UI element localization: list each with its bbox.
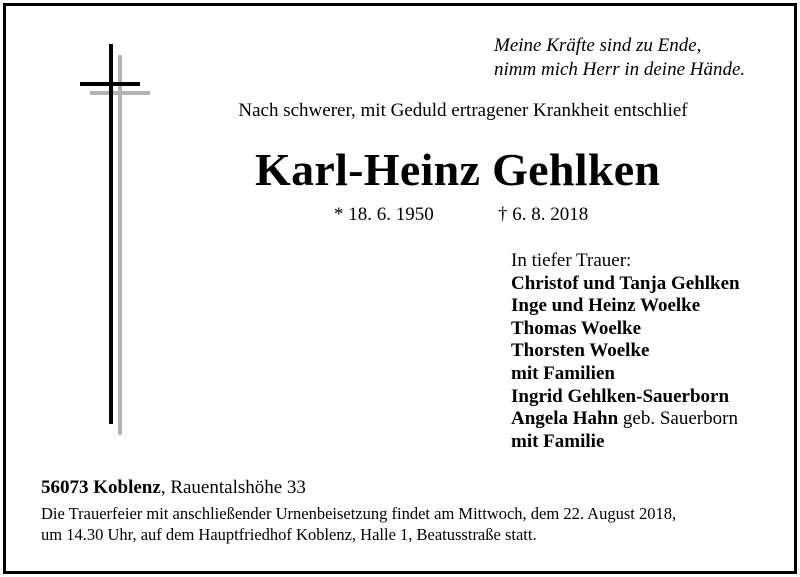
mourner-line xyxy=(511,318,740,341)
death-date: † 6. 8. 2018 xyxy=(498,204,589,225)
motto-line-2: nimm mich Herr in deine Hände. xyxy=(494,59,746,80)
intro-line: Nach schwerer, mit Geduld ertragener Krankheit entschlief xyxy=(238,100,688,121)
birth-date: * 18. 6. 1950 xyxy=(334,204,434,225)
mourner-line xyxy=(511,363,740,386)
mourner-name: mit Familie xyxy=(511,430,605,452)
address-street: , Rauentalshöhe 33 xyxy=(160,477,306,498)
funeral-notice xyxy=(41,503,676,545)
mourner-name: Thorsten Woelke xyxy=(511,340,650,362)
address xyxy=(41,477,306,499)
mourner-name: Christof und Tanja Gehlken xyxy=(511,272,740,294)
deceased-name: Karl-Heinz Gehlken xyxy=(255,144,661,195)
mourner-line xyxy=(511,408,740,431)
mourners-list xyxy=(511,250,740,453)
mourners-heading: In tiefer Trauer: xyxy=(511,250,632,271)
mourner-line xyxy=(511,295,740,318)
mourner-line xyxy=(511,431,740,454)
motto-line-1: Meine Kräfte sind zu Ende, xyxy=(494,35,702,56)
mourner-line xyxy=(511,273,740,296)
notice-line-2: um 14.30 Uhr, auf dem Hauptfriedhof Koblenz, Halle 1, Beatusstraße statt. xyxy=(41,525,537,544)
mourner-note: geb. Sauerborn xyxy=(618,408,738,430)
notice-line-1: Die Trauerfeier mit anschließender Urnenbeisetzung findet am Mittwoch, dem 22. August 2018, xyxy=(41,504,677,523)
mourner-name: mit Familien xyxy=(511,362,615,384)
mourner-name: Ingrid Gehlken-Sauerborn xyxy=(511,385,730,407)
address-city: 56073 Koblenz xyxy=(41,477,161,498)
mourner-line xyxy=(511,386,740,409)
mourner-name: Angela Hahn xyxy=(511,408,619,430)
mourner-name: Inge und Heinz Woelke xyxy=(511,295,701,317)
mourner-line xyxy=(511,340,740,363)
motto-verse xyxy=(494,34,745,82)
mourner-name: Thomas Woelke xyxy=(511,317,642,339)
intro-text xyxy=(0,100,800,122)
